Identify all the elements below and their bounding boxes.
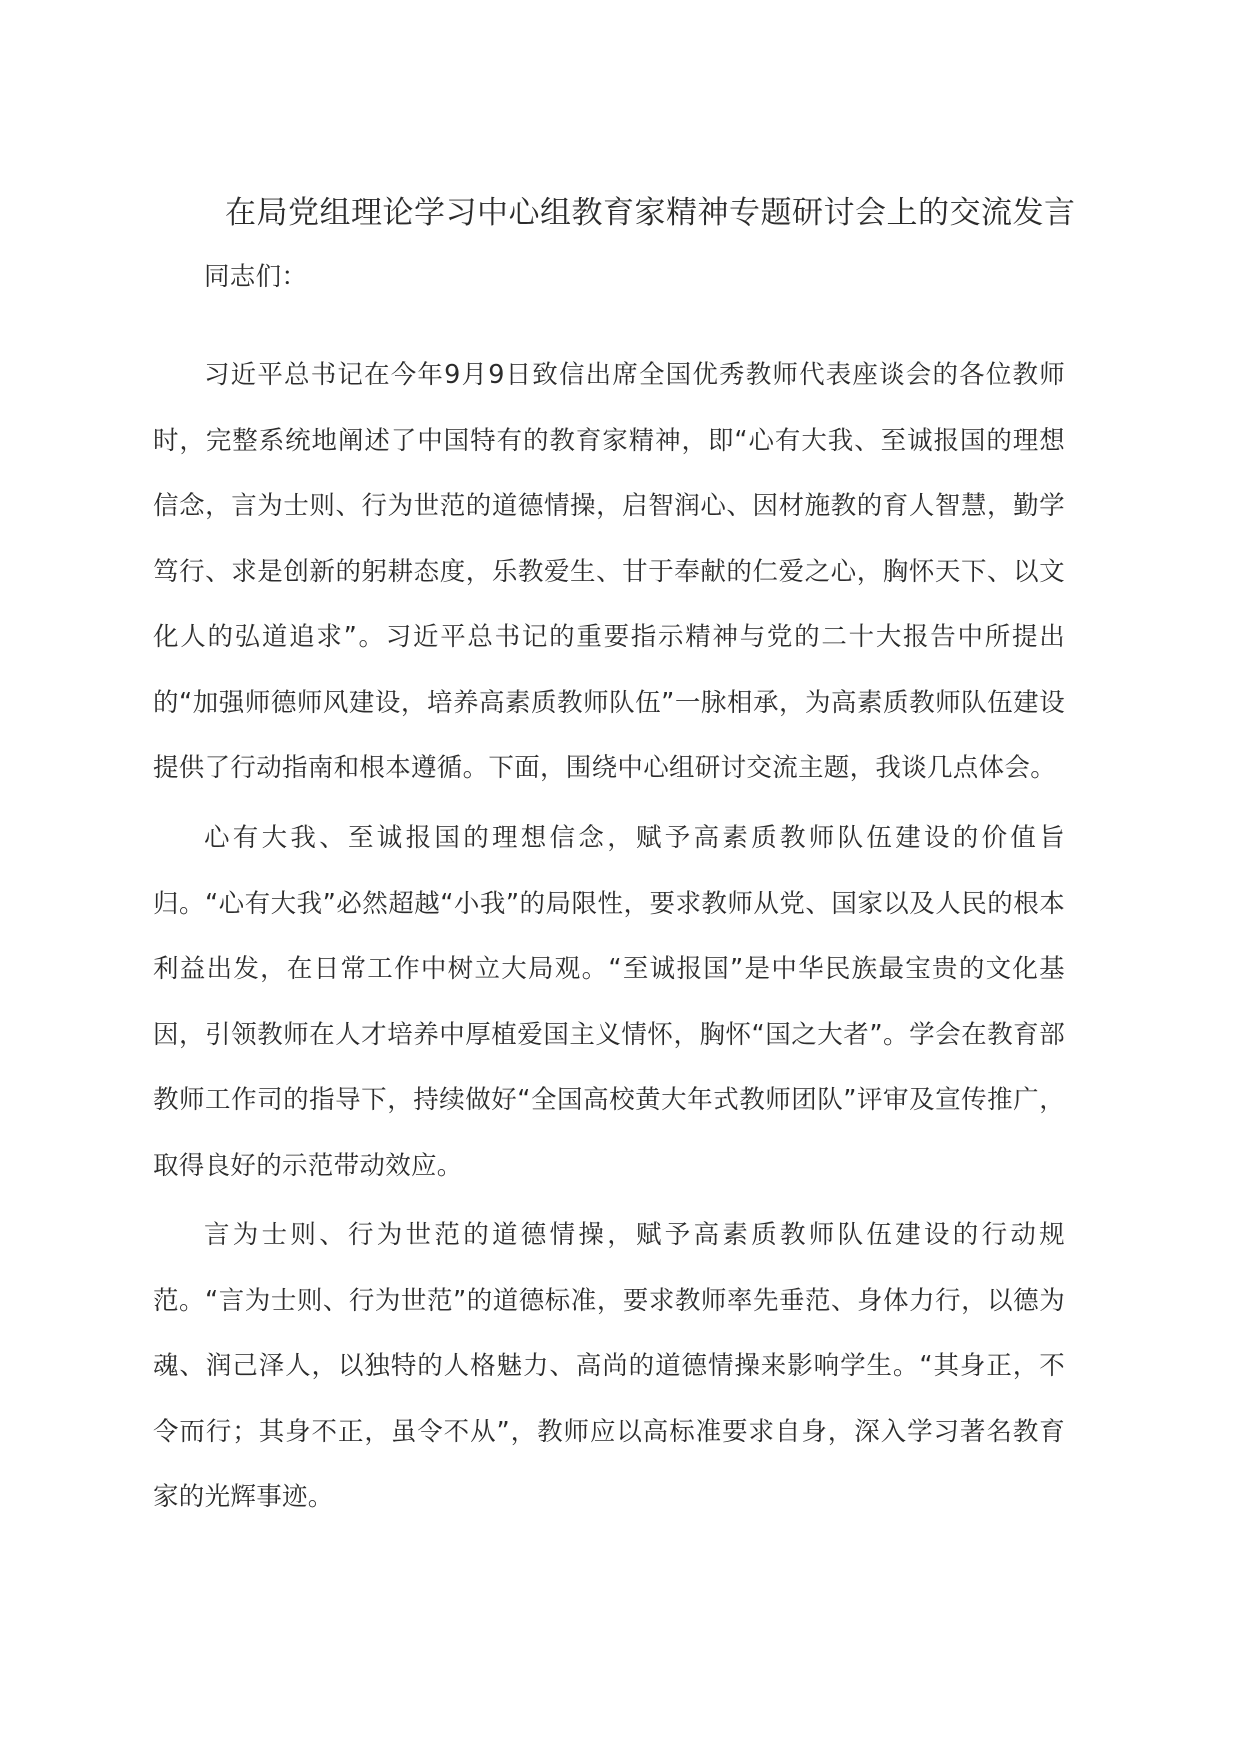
paragraph-3: 言为士则、行为世范的道德情操，赋予高素质教师队伍建设的行动规范。“言为士则、行为世范”的道德标准，要求教师率先垂范、身体力行，以德为魂、润己泽人，以独特的人格魅力、高尚的道德情操来影响学生。“其身正，不令而行；其身不正，虽令不从”，教师应以高标准要求自身，深入学习著名教育家的光辉事迹。 — [153, 1220, 1065, 1512]
document-title: 在局党组理论学习中心组教育家精神专题研讨会上的交流发言 — [225, 195, 1076, 231]
greeting: 同志们： — [204, 262, 308, 292]
paragraph-2: 心有大我、至诚报国的理想信念，赋予高素质教师队伍建设的价值旨归。“心有大我”必然超越“小我”的局限性，要求教师从党、国家以及人民的根本利益出发，在日常工作中树立大局观。“至诚报国”是中华民族最宝贵的文化基因，引领教师在人才培养中厚植爱国主义情怀，胸怀“国之大者”。学会在教育部教师工作司的指导下，持续做好“全国高校黄大年式教师团队”评审及宣传推广，取得良好的示范带动效应。 — [153, 823, 1065, 1181]
paragraph-1: 习近平总书记在今年9月9日致信出席全国优秀教师代表座谈会的各位教师时，完整系统地阐述了中国特有的教育家精神，即“心有大我、至诚报国的理想信念，言为士则、行为世范的道德情操，启智润心、因材施教的育人智慧，勤学笃行、求是创新的躬耕态度，乐教爱生、甘于奉献的仁爱之心，胸怀天下、以文化人的弘道追求”。习近平总书记的重要指示精神与党的二十大报告中所提出的“加强师德师风建设，培养高素质教师队伍”一脉相承，为高素质教师队伍建设提供了行动指南和根本遵循。下面，围绕中心组研讨交流主题，我谈几点体会。 — [153, 360, 1065, 783]
